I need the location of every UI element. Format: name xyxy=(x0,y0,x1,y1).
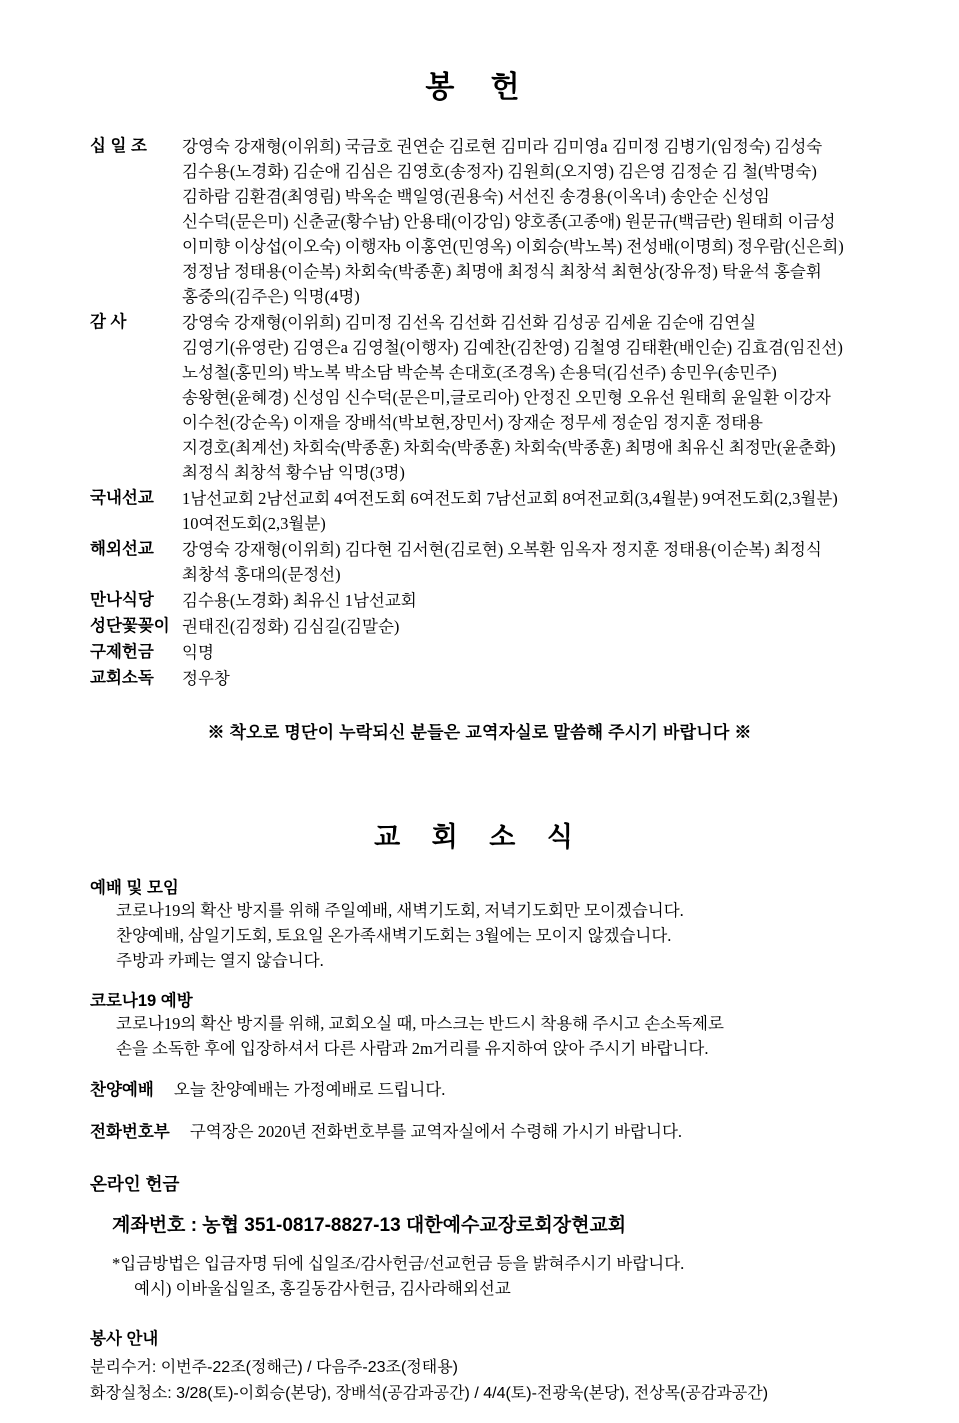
offering-name-line: 홍중의(김주은) 익명(4명) xyxy=(182,287,360,306)
volunteer-line: 분리수거: 이번주-22조(정해근) / 다음주-23조(정태용) xyxy=(90,1359,458,1376)
offering-name-line: 송왕현(윤혜경) 신성임 신수덕(문은미,글로리아) 안정진 오민형 오유선 원태희 윤일환 이강자 xyxy=(182,388,831,407)
offering-names xyxy=(182,537,869,588)
news-section-head: 코로나19 예방 xyxy=(90,992,193,1010)
news-line: 코로나19의 확산 방지를 위해, 교회오실 때, 마스크는 반드시 착용해 주시고 손소독제로 xyxy=(116,1014,724,1033)
offering-name-line: 신수덕(문은미) 신춘균(황수남) 안용태(이강임) 양호종(고종애) 원문규(백금란) 원태희 이금성 xyxy=(182,212,836,231)
offering-category-label: 국내선교 xyxy=(90,489,154,507)
news-row-text: 오늘 찬양예배는 가정예배로 드립니다. xyxy=(173,1080,446,1099)
news-row-phonebook xyxy=(90,1119,869,1145)
deposit-note xyxy=(112,1251,869,1301)
news-row-head: 찬양예배 xyxy=(90,1081,154,1099)
offering-name-line: 이미향 이상섭(이오숙) 이행자b 이홍연(민영옥) 이회승(박노복) 전성배(이명희) 정우람(신은희) xyxy=(182,237,844,256)
news-line: 주방과 카페는 열지 않습니다. xyxy=(116,951,324,970)
news-line: 손을 소독한 후에 입장하셔서 다른 사람과 2m거리를 유지하여 앉아 주시기 바랍니다. xyxy=(116,1039,709,1058)
table-row xyxy=(90,486,869,537)
news-line: 찬양예배, 삼일기도회, 토요일 온가족새벽기도회는 3월에는 모이지 않겠습니다. xyxy=(116,926,672,945)
offering-name-line: 지경호(최계선) 차회숙(박종훈) 차회숙(박종훈) 차회숙(박종훈) 최명애 최유신 최정만(윤춘화) xyxy=(182,438,836,457)
table-row xyxy=(90,640,869,666)
online-offering-head: 온라인 헌금 xyxy=(90,1174,180,1194)
table-row xyxy=(90,666,869,692)
offering-category-label: 만나식당 xyxy=(90,591,154,609)
offering-names xyxy=(182,640,869,666)
offering-name-line: 강영숙 강재형(이위희) 김미정 김선옥 김선화 김선화 김성공 김세윤 김순애 김연실 xyxy=(182,313,757,332)
offering-name-line: 정정남 정태용(이순복) 차회숙(박종훈) 최명애 최정식 최창석 최현상(장유정) 탁윤석 홍슬휘 xyxy=(182,262,822,281)
table-row xyxy=(90,588,869,614)
news-title: 교 회 소 식 xyxy=(374,822,585,852)
account-number: 계좌번호 : 농협 351-0817-8827-13 대한예수교장로회장현교회 xyxy=(112,1215,627,1236)
offering-name-line: 김하람 김환겸(최영림) 박옥순 백일영(권용숙) 서선진 송경용(이옥녀) 송안순 신성임 xyxy=(182,187,770,206)
offering-category-label: 감 사 xyxy=(90,313,127,331)
offering-name-line: 익명 xyxy=(182,643,214,662)
offering-notice: ※ 착오로 명단이 누락되신 분들은 교역자실로 말씀해 주시기 바랍니다 ※ xyxy=(207,723,752,742)
offering-name-line: 김수용(노경화) 김순애 김심은 김영호(송정자) 김원희(오지영) 김은영 김정순 김 철(박명숙) xyxy=(182,162,817,181)
volunteer-line: 화장실청소: 3/28(토)-이회승(본당), 장배석(공감과공간) / 4/4(토)-전광욱(본당), 전상목(공감과공간) xyxy=(90,1385,769,1402)
news-section-body xyxy=(116,898,869,973)
news-line: 코로나19의 확산 방지를 위해 주일예배, 새벽기도회, 저녁기도회만 모이겠습니다. xyxy=(116,901,684,920)
offering-name-line: 노성철(홍민의) 박노복 박소담 박순복 손대호(조경옥) 손용덕(김선주) 송민우(송민주) xyxy=(182,363,777,382)
news-row-head: 전화번호부 xyxy=(90,1123,170,1141)
news-row-praise-service xyxy=(90,1077,869,1103)
deposit-note-line1: *입금방법은 입금자명 뒤에 십일조/감사헌금/선교헌금 등을 밝혀주시기 바랍니다. xyxy=(112,1254,685,1273)
news-row-text: 구역장은 2020년 전화번호부를 교역자실에서 수령해 가시기 바랍니다. xyxy=(189,1122,683,1141)
table-row xyxy=(90,310,869,486)
offering-name-line: 김수용(노경화) 최유신 1남선교회 xyxy=(182,591,417,610)
offering-names xyxy=(182,588,869,614)
offering-name-line: 10여전도회(2,3월분) xyxy=(182,514,326,533)
news-section-covid xyxy=(90,987,869,1061)
table-row xyxy=(90,134,869,310)
offering-table xyxy=(90,134,869,692)
news-section-head: 예배 및 모임 xyxy=(90,879,179,897)
offering-names xyxy=(182,666,869,692)
news-section-body xyxy=(116,1011,869,1061)
offering-name-line: 강영숙 강재형(이위희) 국금호 권연순 김로현 김미라 김미영a 김미정 김병기(임정숙) 김성숙 xyxy=(182,137,823,156)
table-row xyxy=(90,614,869,640)
offering-title: 봉 헌 xyxy=(425,71,534,104)
offering-name-line: 강영숙 강재형(이위희) 김다현 김서현(김로현) 오복환 임옥자 정지훈 정태용(이순복) 최정식 xyxy=(182,540,822,559)
table-row xyxy=(90,537,869,588)
offering-names xyxy=(182,614,869,640)
offering-names xyxy=(182,134,869,310)
deposit-note-line2: 예시) 이바울십일조, 홍길동감사헌금, 김사라해외선교 xyxy=(134,1279,511,1298)
offering-name-line: 이수천(강순옥) 이재을 장배석(박보현,장민서) 장재순 정무세 정순임 정지훈 정태용 xyxy=(182,413,763,432)
offering-names xyxy=(182,486,869,537)
volunteer-body xyxy=(90,1355,869,1407)
offering-category-label: 해외선교 xyxy=(90,540,154,558)
offering-category-label: 구제헌금 xyxy=(90,643,154,661)
offering-name-line: 권태진(김정화) 김심길(김말순) xyxy=(182,617,400,636)
offering-names xyxy=(182,310,869,486)
bulletin-page xyxy=(0,62,959,1423)
offering-category-label: 교회소독 xyxy=(90,669,154,687)
offering-name-line: 최창석 홍대의(문정선) xyxy=(182,565,341,584)
offering-name-line: 최정식 최창석 황수남 익명(3명) xyxy=(182,463,405,482)
offering-name-line: 김영기(유영란) 김영은a 김영철(이행자) 김예찬(김찬영) 김철영 김태환(배인순) 김효겸(임진선) xyxy=(182,338,843,357)
offering-category-label: 성단꽃꽂이 xyxy=(90,617,170,635)
offering-name-line: 1남선교회 2남선교회 4여전도회 6여전도회 7남선교회 8여전교회(3,4월분) 9여전도회(2,3월분) xyxy=(182,489,838,508)
volunteer-head: 봉사 안내 xyxy=(90,1330,159,1348)
offering-category-label: 십 일 조 xyxy=(90,137,147,155)
news-section-worship xyxy=(90,874,869,973)
offering-name-line: 정우창 xyxy=(182,669,230,688)
